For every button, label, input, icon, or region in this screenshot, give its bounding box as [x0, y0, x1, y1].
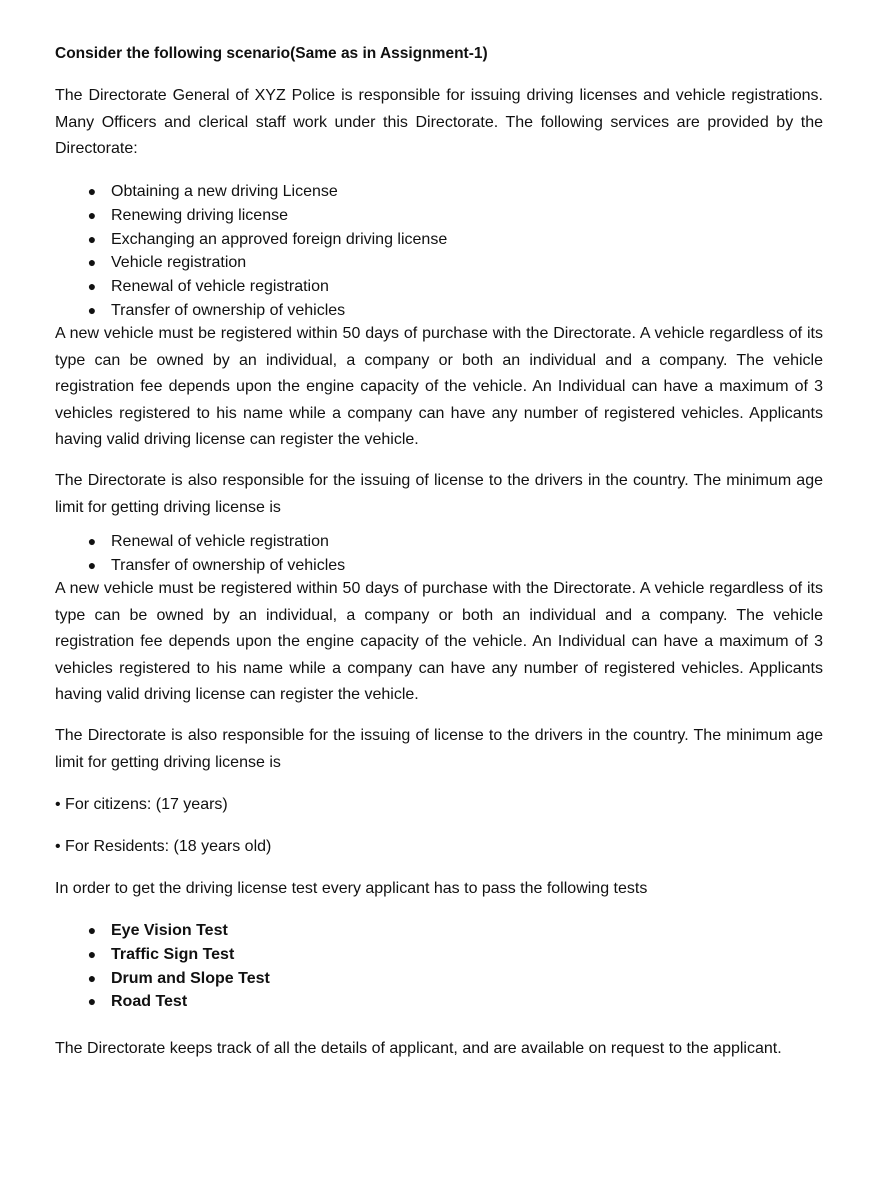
registration-paragraph: A new vehicle must be registered within 50 days of purchase with the Directorate. A vehicle regardless of its type can be owned by an individual, a company or both an individual and a company. The vehicle registration fee depends upon the engine capacity of the vehicle. An Individual can have a maximum of 3 vehicles registered to his name while a company can have any number of registered vehicles. Applicants having valid driving license can register the vehicle.	[55, 325, 823, 448]
license-age-paragraph: The Directorate is also responsible for the issuing of license to the drivers in the country. The minimum age limit for getting driving license is	[55, 472, 823, 516]
bullet-icon: ●	[87, 922, 97, 938]
list-item: ● Transfer of ownership of vehicles	[55, 299, 447, 323]
list-item: ● Renewal of vehicle registration	[55, 530, 345, 554]
services-repeat-list	[55, 530, 345, 578]
bullet-icon: ●	[87, 301, 97, 318]
tests-intro: In order to get the driving license test every applicant has to pass the following tests	[55, 880, 648, 897]
list-item: ● Renewing driving license	[55, 204, 447, 228]
bullet-icon: ●	[87, 993, 97, 1010]
age-limit-residents: • For Residents: (18 years old)	[55, 838, 272, 855]
list-item: ● Vehicle registration	[55, 251, 447, 275]
list-item: ● Drum and Slope Test	[55, 967, 270, 991]
list-item: ● Traffic Sign Test	[55, 943, 270, 967]
services-list	[55, 180, 447, 323]
bullet-icon: ●	[87, 556, 97, 573]
tests-list	[55, 919, 270, 1014]
bullet-icon: ●	[87, 206, 97, 223]
list-item: ● Transfer of ownership of vehicles	[55, 554, 345, 578]
bullet-icon: ●	[87, 969, 97, 986]
bullet-icon: ●	[87, 183, 97, 199]
bullet-icon: ●	[87, 945, 97, 962]
registration-paragraph-repeat: A new vehicle must be registered within 50 days of purchase with the Directorate. A vehicle regardless of its type can be owned by an individual, a company or both an individual and a company. The vehicle registration fee depends upon the engine capacity of the vehicle. An Individual can have a maximum of 3 vehicles registered to his name while a company can have any number of registered vehicles. Applicants having valid driving license can register the vehicle.	[55, 580, 823, 703]
bullet-icon: ●	[87, 254, 97, 271]
list-item: ● Exchanging an approved foreign driving license	[55, 228, 447, 252]
list-item: ● Eye Vision Test	[55, 919, 270, 943]
age-limit-citizens: • For citizens: (17 years)	[55, 796, 228, 813]
closing-paragraph: The Directorate keeps track of all the details of applicant, and are available on request to the applicant.	[55, 1040, 782, 1057]
bullet-icon: ●	[87, 533, 97, 549]
intro-paragraph: The Directorate General of XYZ Police is responsible for issuing driving licenses and vehicle registrations. Many Officers and clerical staff work under this Directorate. The following services are provided by the Directorate:	[55, 87, 823, 157]
list-item: ● Road Test	[55, 990, 270, 1014]
list-item: ● Obtaining a new driving License	[55, 180, 447, 204]
scenario-heading: Consider the following scenario(Same as in Assignment-1)	[55, 45, 488, 62]
bullet-icon: ●	[87, 278, 97, 295]
list-item: ● Renewal of vehicle registration	[55, 275, 447, 299]
license-age-paragraph-repeat: The Directorate is also responsible for the issuing of license to the drivers in the country. The minimum age limit for getting driving license is	[55, 727, 823, 771]
bullet-icon: ●	[87, 230, 97, 247]
